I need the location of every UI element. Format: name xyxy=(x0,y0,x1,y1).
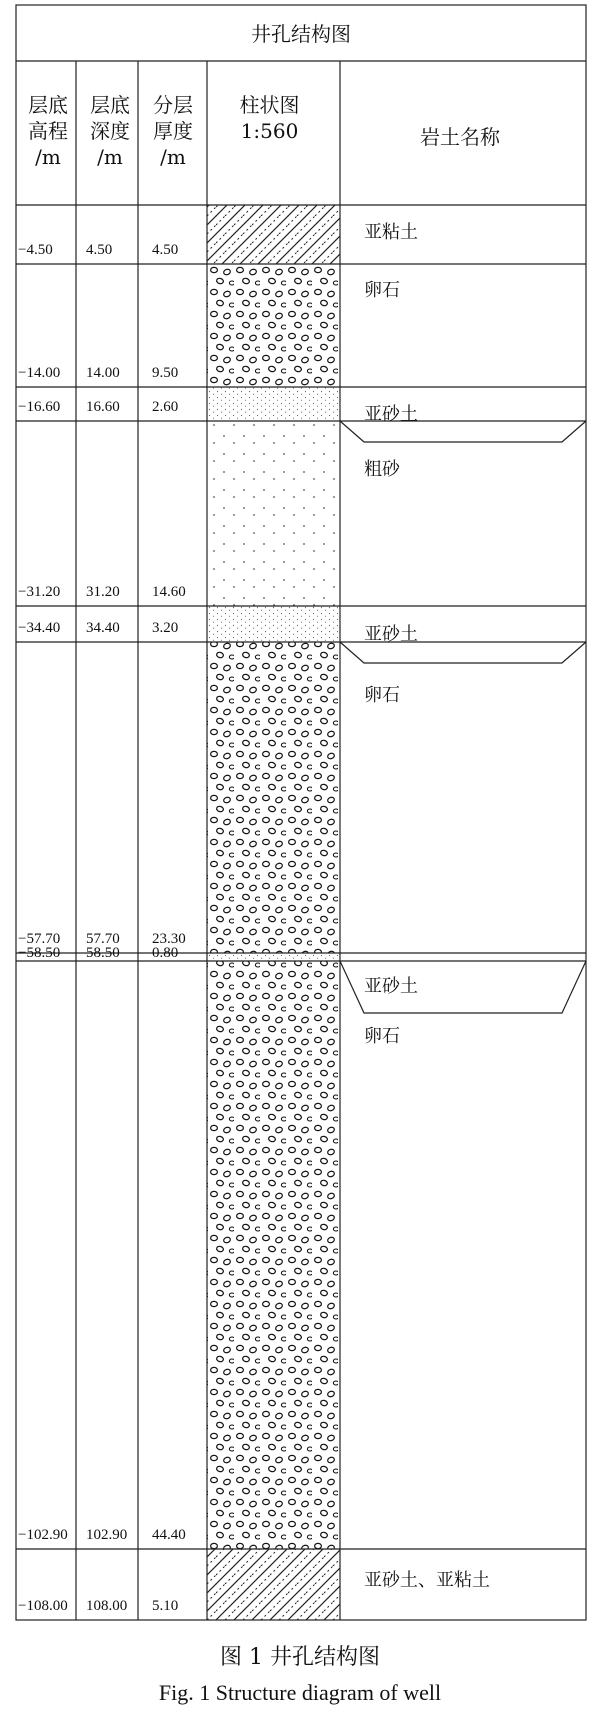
header-depth-line1: 层底 xyxy=(90,93,130,117)
layer-bottom-depth: 108.00 xyxy=(86,1598,128,1614)
header-column-title: 柱状图 xyxy=(239,93,300,117)
layer-bottom-depth: 14.00 xyxy=(86,365,120,381)
layer-name: 卵石 xyxy=(364,1026,400,1047)
header-name: 岩土名称 xyxy=(420,125,500,149)
column-fill-pebble xyxy=(207,961,340,1549)
header-elevation-line1: 层底 xyxy=(28,93,68,117)
header-thickness-line2: 厚度 xyxy=(153,119,193,143)
layer-bottom-depth: 31.20 xyxy=(86,584,120,600)
layer-bottom-elevation: −14.00 xyxy=(18,365,61,381)
layer-name: 卵石 xyxy=(364,685,400,706)
layer-name: 亚砂土 xyxy=(364,976,418,997)
column-fill-hatch xyxy=(207,205,340,264)
column-fill-finesand xyxy=(207,953,340,961)
figure-caption-english: Fig. 1 Structure diagram of well xyxy=(158,1680,442,1705)
layer-thickness: 0.80 xyxy=(152,945,179,961)
layer-bottom-elevation: −16.60 xyxy=(18,399,61,415)
header-depth xyxy=(80,92,140,170)
header-thickness-line1: 分层 xyxy=(153,93,193,117)
layer-thickness: 44.40 xyxy=(152,1527,186,1543)
layer-bottom-depth: 58.50 xyxy=(86,945,120,961)
column-fill-finesand xyxy=(207,387,340,421)
layer-name: 亚砂土、亚粘土 xyxy=(364,1570,490,1591)
header-elevation-unit: /m xyxy=(35,145,61,169)
layer-bottom-elevation: −4.50 xyxy=(18,242,53,258)
figure-caption-chinese: 图 1 井孔结构图 xyxy=(220,1645,380,1670)
column-fill-coarsesand xyxy=(207,421,340,606)
layer-name: 亚砂土 xyxy=(364,404,418,425)
column-fill-pebble xyxy=(207,264,340,387)
layer-bottom-elevation: −34.40 xyxy=(18,620,61,636)
header-thickness xyxy=(143,92,203,170)
layer-bottom-elevation: −57.70 xyxy=(18,931,61,947)
header-elevation-line2: 高程 xyxy=(28,119,68,143)
layer-name: 粗砂 xyxy=(364,459,400,480)
header-thickness-unit: /m xyxy=(160,145,186,169)
layer-bottom-depth: 102.90 xyxy=(86,1527,128,1543)
column-fill-hatch xyxy=(207,1549,340,1620)
header-column xyxy=(207,92,332,144)
layer-name: 亚砂土 xyxy=(364,624,418,645)
layer-bottom-elevation: −102.90 xyxy=(18,1527,68,1543)
layer-bottom-depth: 34.40 xyxy=(86,620,120,636)
layer-bottom-elevation: −58.50 xyxy=(18,945,61,961)
header-column-scale: 1:560 xyxy=(240,119,299,143)
column-fill-finesand xyxy=(207,606,340,642)
layer-bottom-elevation: −108.00 xyxy=(18,1598,68,1614)
layer-name: 亚粘土 xyxy=(364,222,418,243)
header-depth-unit: /m xyxy=(97,145,123,169)
layer-thickness: 2.60 xyxy=(152,399,179,415)
layer-bottom-elevation: −31.20 xyxy=(18,584,61,600)
layer-thickness: 9.50 xyxy=(152,365,179,381)
layer-bottom-depth: 16.60 xyxy=(86,399,120,415)
layer-thickness: 3.20 xyxy=(152,620,179,636)
layer-bottom-depth: 57.70 xyxy=(86,931,120,947)
table-title: 井孔结构图 xyxy=(251,22,351,46)
header-elevation xyxy=(18,92,78,170)
layer-name: 卵石 xyxy=(364,280,400,301)
layer-thickness: 23.30 xyxy=(152,931,186,947)
column-fill-pebble xyxy=(207,642,340,953)
header-depth-line2: 深度 xyxy=(90,119,130,143)
layer-thickness: 5.10 xyxy=(152,1598,179,1614)
layer-thickness: 4.50 xyxy=(152,242,179,258)
layer-thickness: 14.60 xyxy=(152,584,186,600)
layer-bottom-depth: 4.50 xyxy=(86,242,113,258)
